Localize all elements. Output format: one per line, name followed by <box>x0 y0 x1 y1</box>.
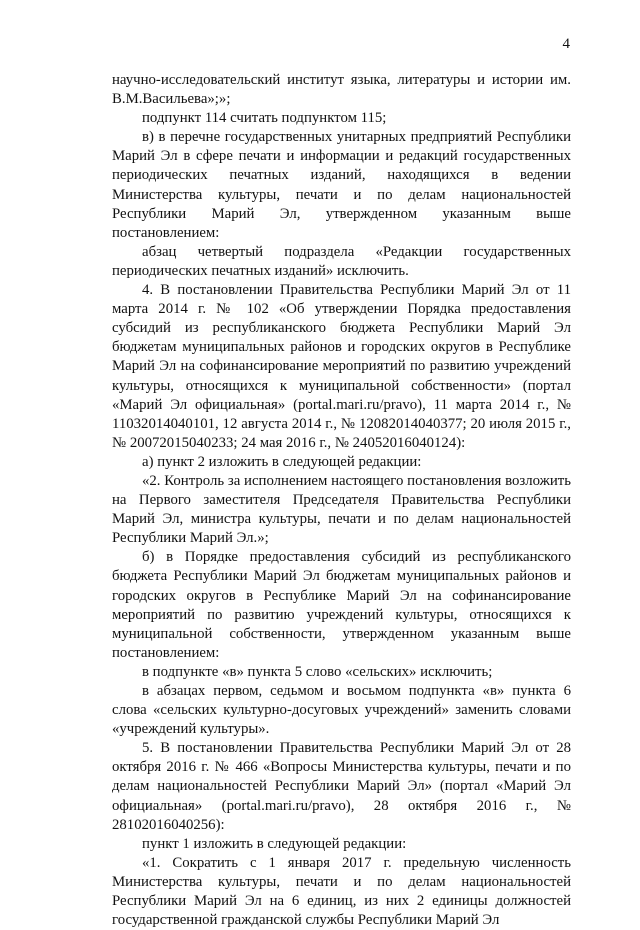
paragraph: научно-исследовательский институт языка, литературы и истории им. В.М.Васильева»;»; <box>112 72 571 108</box>
paragraph: подпункт 114 считать подпунктом 115; <box>142 110 387 127</box>
paragraph: «1. Сократить с 1 января 2017 г. предельную численность Министерства культуры, печати и по делам национальностей Республики Марий Эл на 6 единиц, из них 2 единицы должностей государственной гражданской службы Республики Марий Эл <box>112 854 571 929</box>
page-number: 4 <box>562 36 570 52</box>
paragraph: пункт 1 изложить в следующей редакции: <box>142 835 407 852</box>
paragraph: в абзацах первом, седьмом и восьмом подпункта «в» пункта 6 слова «сельских культурно-досуговых учреждений» заменить словами «учреждений культуры». <box>112 683 571 738</box>
paragraph: абзац четвертый подраздела «Редакции государственных периодических печатных изданий» исключить. <box>112 243 571 279</box>
document-body <box>112 71 571 930</box>
paragraph: 5. В постановлении Правительства Республики Марий Эл от 28 октября 2016 г. № 466 «Вопросы Министерства культуры, печати и по делам национальностей Республики Марий Эл» (портал «Марий Эл официальная» (portal.mari.ru/pravo), 28 октября 2016 г., № 28102016040256): <box>112 740 571 833</box>
paragraph: в) в перечне государственных унитарных предприятий Республики Марий Эл в сфере печати и информации и редакций государственных периодических печатных изданий, находящихся в ведении Министерства культуры, печати и по делам национальностей Республики Марий Эл, утвержденном указанным выше постановлением: <box>112 129 571 241</box>
paragraph: б) в Порядке предоставления субсидий из республиканского бюджета Республики Марий Эл бюджетам муниципальных районов и городских округов в Республике Марий Эл на софинансирование мероприятий по развитию учреждений культуры, относящихся к муниципальной собственности, утвержденном указанным выше постановлением: <box>112 549 571 661</box>
paragraph: в подпункте «в» пункта 5 слово «сельских» исключить; <box>142 663 493 680</box>
paragraph: 4. В постановлении Правительства Республики Марий Эл от 11 марта 2014 г. № 102 «Об утверждении Порядка предоставления субсидий из республиканского бюджета Республики Марий Эл бюджетам муниципальных районов и городских округов в Республике Марий Эл на софинансирование мероприятий по развитию учреждений культуры, относящихся к муниципальной собственности» (портал «Марий Эл официальная» (portal.mari.ru/pravo), 11 марта 2014 г., № 11032014040101, 12 августа 2014 г., № 12082014040377; 20 июля 2015 г., № 20072015040233; 24 мая 2016 г., № 24052016040124): <box>112 282 571 451</box>
paragraph: «2. Контроль за исполнением настоящего постановления возложить на Первого заместителя Председателя Правительства Республики Марий Эл, министра культуры, печати и по делам национальностей Республики Марий Эл.»; <box>112 472 571 547</box>
paragraph: а) пункт 2 изложить в следующей редакции: <box>142 453 422 470</box>
